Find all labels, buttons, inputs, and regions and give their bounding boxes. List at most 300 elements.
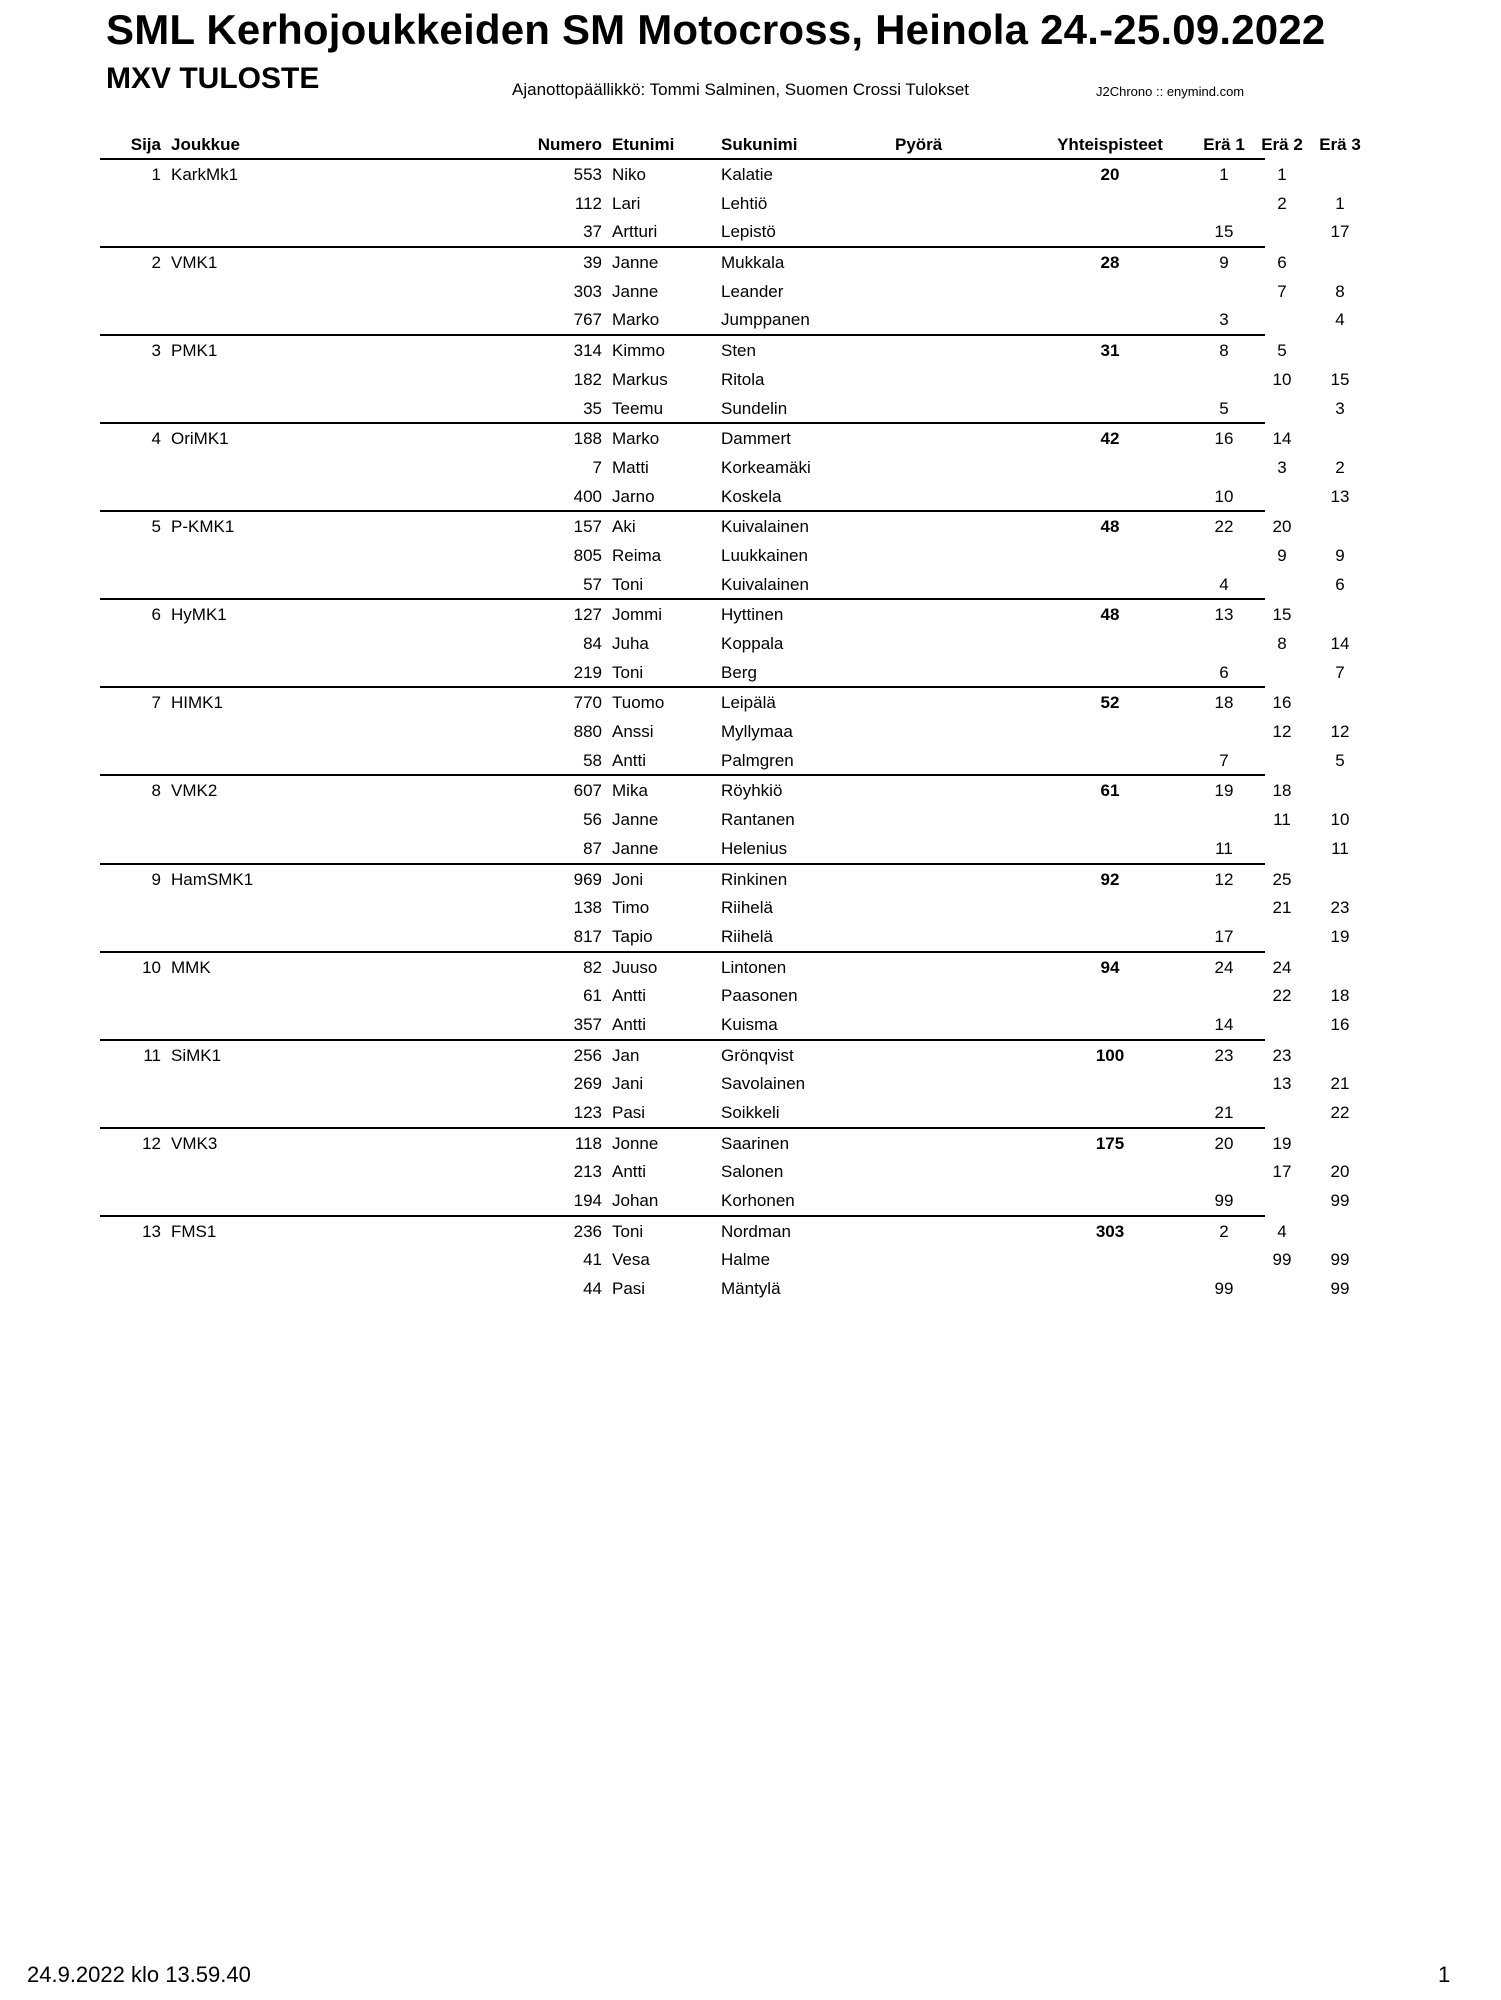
heat3-result: 99 (1330, 1191, 1350, 1211)
rider-first-name: Timo (612, 898, 650, 918)
table-row (100, 512, 1292, 541)
heat3-result: 99 (1330, 1250, 1350, 1270)
rider-last-name: Leander (721, 281, 784, 301)
rider-first-name: Vesa (612, 1250, 650, 1270)
header-etunimi: Etunimi (612, 135, 675, 154)
table-row (100, 834, 1349, 863)
heat3-result: 12 (1330, 722, 1350, 742)
rider-number: 817 (573, 926, 602, 946)
heat2-result: 11 (1273, 810, 1291, 830)
rider-number: 61 (583, 986, 602, 1006)
heat2-result: 24 (1272, 957, 1292, 977)
table-row (100, 541, 1345, 570)
heat1-result: 6 (1219, 662, 1229, 682)
heat2-result: 7 (1277, 281, 1287, 301)
table-row (100, 160, 1287, 189)
team-block (100, 1041, 1350, 1129)
heat2-result: 21 (1272, 898, 1292, 918)
team-block (100, 248, 1345, 336)
heat1-result: 15 (1214, 222, 1234, 242)
rider-first-name: Marko (612, 310, 660, 330)
team-name: VMK1 (171, 253, 218, 273)
heat1-result: 13 (1214, 605, 1234, 625)
rider-last-name: Halme (721, 1250, 771, 1270)
rider-number: 213 (573, 1162, 602, 1182)
rider-last-name: Kuisma (721, 1014, 778, 1034)
rider-first-name: Jonne (612, 1133, 659, 1153)
rider-number: 35 (583, 398, 602, 418)
rider-last-name: Korhonen (721, 1191, 795, 1211)
heat2-result: 13 (1272, 1074, 1292, 1094)
table-row (100, 688, 1292, 717)
rider-number: 82 (583, 957, 602, 977)
rider-first-name: Joni (612, 869, 644, 889)
heat3-result: 7 (1335, 662, 1345, 682)
heat1-result: 21 (1214, 1103, 1234, 1122)
rider-last-name: Helenius (721, 838, 788, 858)
table-row (100, 981, 1350, 1010)
team-name: OriMK1 (171, 429, 229, 449)
heat2-result: 25 (1272, 869, 1292, 889)
rider-first-name: Johan (612, 1191, 659, 1211)
rider-number: 56 (583, 810, 602, 830)
rider-number: 58 (583, 750, 602, 770)
team-points: 61 (1100, 781, 1120, 801)
heat2-result: 12 (1272, 722, 1292, 742)
rider-number: 118 (574, 1133, 602, 1153)
header-numero: Numero (537, 135, 602, 154)
rider-last-name: Sundelin (721, 398, 788, 418)
team-points: 28 (1100, 253, 1120, 273)
team-block (100, 512, 1345, 600)
rider-last-name: Kuivalainen (721, 517, 809, 537)
heat3-result: 14 (1330, 634, 1350, 653)
rider-last-name: Dammert (721, 429, 791, 449)
heat3-result: 19 (1330, 926, 1350, 946)
rider-last-name: Mukkala (721, 253, 785, 273)
rider-last-name: Paasonen (721, 986, 798, 1006)
team-name: FMS1 (171, 1221, 217, 1241)
heat2-result: 16 (1272, 693, 1292, 713)
heat2-result: 17 (1272, 1162, 1292, 1182)
table-row (100, 1217, 1287, 1246)
heat1-result: 10 (1214, 486, 1234, 506)
rider-last-name: Lehtiö (721, 193, 768, 213)
rank-cell: 8 (151, 781, 161, 801)
rider-first-name: Jani (612, 1074, 644, 1094)
rank-cell: 7 (151, 693, 161, 713)
rider-first-name: Matti (612, 457, 649, 477)
heat2-result: 8 (1277, 634, 1287, 653)
rider-last-name: Kuivalainen (721, 574, 809, 594)
rider-first-name: Aki (612, 517, 636, 537)
heat2-result: 5 (1277, 341, 1287, 361)
team-points: 92 (1100, 869, 1120, 889)
team-points: 48 (1100, 517, 1120, 537)
team-points: 303 (1095, 1221, 1125, 1241)
heat2-result: 22 (1272, 986, 1292, 1006)
rider-last-name: Berg (721, 662, 757, 682)
rider-number: 303 (573, 281, 602, 301)
team-block (100, 160, 1350, 248)
rider-last-name: Soikkeli (721, 1103, 780, 1122)
rider-last-name: Grönqvist (721, 1045, 794, 1065)
rank-cell: 11 (143, 1045, 161, 1065)
table-row (100, 189, 1345, 218)
table-row (100, 1157, 1350, 1186)
table-row (100, 717, 1350, 746)
rider-number: 256 (573, 1045, 602, 1065)
timekeeper-credit: Ajanottopäällikkö: Tommi Salminen, Suomen Crossi Tulokset (512, 80, 970, 99)
heat2-result: 4 (1277, 1221, 1287, 1241)
team-name: HyMK1 (171, 605, 227, 625)
page-subtitle: MXV TULOSTE (106, 62, 320, 95)
rider-last-name: Koppala (721, 634, 784, 653)
heat3-result: 99 (1330, 1279, 1350, 1299)
rider-number: 127 (573, 605, 602, 625)
heat2-result: 20 (1272, 517, 1292, 537)
rider-first-name: Toni (612, 574, 644, 594)
rider-first-name: Janne (612, 281, 659, 301)
rider-number: 400 (573, 486, 602, 506)
heat1-result: 11 (1215, 838, 1233, 858)
team-list (100, 160, 1350, 1303)
table-row (100, 865, 1292, 894)
heat3-result: 5 (1335, 750, 1345, 770)
rider-first-name: Toni (612, 1221, 644, 1241)
rider-first-name: Juha (612, 634, 649, 653)
heat2-result: 14 (1272, 429, 1292, 449)
team-points: 20 (1100, 165, 1120, 184)
heat3-result: 22 (1330, 1103, 1350, 1122)
heat2-result: 10 (1272, 369, 1292, 389)
heat1-result: 7 (1219, 750, 1229, 770)
rider-number: 969 (573, 869, 602, 889)
table-row (100, 277, 1345, 306)
team-block (100, 336, 1350, 424)
heat3-result: 13 (1330, 486, 1350, 506)
rider-number: 553 (573, 165, 602, 184)
heat2-result: 23 (1272, 1045, 1292, 1065)
rider-last-name: Lintonen (721, 957, 787, 977)
rider-last-name: Riihelä (721, 926, 773, 946)
rider-number: 236 (573, 1221, 602, 1241)
team-block (100, 953, 1350, 1041)
heat3-result: 10 (1330, 810, 1350, 830)
rider-last-name: Saarinen (721, 1133, 790, 1153)
rider-first-name: Lari (612, 193, 641, 213)
rider-first-name: Toni (612, 662, 644, 682)
rider-first-name: Jommi (612, 605, 663, 625)
rider-first-name: Marko (612, 429, 660, 449)
rider-first-name: Mika (612, 781, 648, 801)
heat1-result: 18 (1214, 693, 1234, 713)
heat3-result: 15 (1330, 369, 1350, 389)
rider-first-name: Pasi (612, 1279, 646, 1299)
rider-last-name: Koskela (721, 486, 782, 506)
table-header (100, 128, 1361, 160)
heat3-result: 11 (1331, 838, 1349, 858)
table-row (100, 893, 1350, 922)
team-block (100, 424, 1350, 512)
rank-cell: 9 (151, 869, 161, 889)
team-block (100, 688, 1350, 776)
heat3-result: 18 (1330, 986, 1350, 1006)
heat2-result: 19 (1272, 1133, 1292, 1153)
table-row (100, 953, 1292, 982)
rider-number: 269 (573, 1074, 602, 1094)
heat3-result: 4 (1335, 310, 1345, 330)
header-sija: Sija (130, 135, 161, 154)
rider-last-name: Sten (721, 341, 756, 361)
rank-cell: 4 (151, 429, 161, 449)
rider-number: 138 (573, 898, 602, 918)
rider-first-name: Teemu (612, 398, 664, 418)
rider-first-name: Janne (612, 253, 659, 273)
table-row (100, 629, 1350, 658)
rider-first-name: Anssi (612, 722, 654, 742)
rider-first-name: Antti (612, 1014, 647, 1034)
rider-last-name: Salonen (721, 1162, 784, 1182)
team-block (100, 1129, 1350, 1217)
software-credit: J2Chrono :: enymind.com (1096, 84, 1245, 99)
heat3-result: 1 (1335, 193, 1345, 213)
heat1-result: 5 (1219, 398, 1229, 418)
heat1-result: 2 (1219, 1221, 1229, 1241)
rider-number: 39 (583, 253, 602, 273)
rider-last-name: Korkeamäki (721, 457, 811, 477)
rider-last-name: Hyttinen (721, 605, 784, 625)
team-name: HamSMK1 (171, 869, 254, 889)
rider-last-name: Kalatie (721, 165, 773, 184)
heat2-result: 3 (1277, 457, 1287, 477)
rider-number: 182 (573, 369, 602, 389)
rider-number: 157 (573, 517, 602, 537)
rider-number: 314 (573, 341, 602, 361)
heat2-result: 99 (1272, 1250, 1292, 1270)
table-row (100, 776, 1292, 805)
rider-first-name: Reima (612, 545, 662, 565)
rider-last-name: Leipälä (721, 693, 776, 713)
table-row (100, 424, 1292, 453)
team-name: P-KMK1 (171, 517, 235, 537)
rider-number: 87 (583, 838, 602, 858)
team-points: 52 (1100, 693, 1120, 713)
rider-first-name: Pasi (612, 1103, 646, 1122)
rider-number: 37 (583, 222, 602, 242)
table-row (100, 394, 1345, 423)
rider-number: 770 (573, 693, 602, 713)
table-row (100, 217, 1350, 246)
heat1-result: 17 (1214, 926, 1234, 946)
rider-number: 112 (574, 193, 602, 213)
header-era3: Erä 3 (1319, 135, 1361, 154)
rider-number: 57 (583, 574, 602, 594)
rider-first-name: Tuomo (612, 693, 665, 713)
rider-first-name: Artturi (612, 222, 658, 242)
print-timestamp: 24.9.2022 klo 13.59.40 (27, 1962, 251, 1987)
team-name: MMK (171, 957, 211, 977)
heat3-result: 8 (1335, 281, 1345, 301)
rider-last-name: Savolainen (721, 1074, 806, 1094)
heat2-result: 18 (1272, 781, 1292, 801)
header-yhteispisteet: Yhteispisteet (1057, 135, 1163, 154)
heat1-result: 20 (1214, 1133, 1234, 1153)
rider-last-name: Röyhkiö (721, 781, 783, 801)
heat1-result: 16 (1214, 429, 1234, 449)
table-row (100, 1069, 1350, 1098)
heat3-result: 16 (1330, 1014, 1350, 1034)
heat1-result: 8 (1219, 341, 1229, 361)
heat3-result: 3 (1335, 398, 1345, 418)
team-name: VMK3 (171, 1133, 218, 1153)
page-number: 1 (1438, 1962, 1451, 1987)
rank-cell: 12 (142, 1133, 161, 1153)
team-points: 31 (1100, 341, 1120, 361)
rider-last-name: Riihelä (721, 898, 773, 918)
table-row (100, 922, 1350, 951)
team-points: 175 (1095, 1133, 1125, 1153)
rider-first-name: Juuso (612, 957, 658, 977)
team-block (100, 600, 1350, 688)
rider-first-name: Niko (612, 165, 647, 184)
heat1-result: 1 (1219, 165, 1229, 184)
rank-cell: 2 (151, 253, 161, 273)
heat2-result: 15 (1272, 605, 1292, 625)
rider-first-name: Markus (612, 369, 668, 389)
table-row (100, 1245, 1350, 1274)
rider-number: 219 (573, 662, 602, 682)
rider-last-name: Jumppanen (721, 310, 810, 330)
rider-number: 188 (573, 429, 602, 449)
header-era2: Erä 2 (1261, 135, 1303, 154)
rider-first-name: Antti (612, 986, 647, 1006)
heat2-result: 9 (1277, 545, 1287, 565)
team-points: 94 (1100, 957, 1120, 977)
heat1-result: 99 (1214, 1191, 1234, 1211)
rider-last-name: Palmgren (721, 750, 794, 770)
heat1-result: 22 (1214, 517, 1234, 537)
heat3-result: 6 (1335, 574, 1345, 594)
team-name: VMK2 (171, 781, 218, 801)
table-row (100, 1274, 1350, 1303)
rider-first-name: Antti (612, 750, 647, 770)
rider-first-name: Tapio (612, 926, 653, 946)
rider-last-name: Lepistö (721, 222, 776, 242)
table-row (100, 336, 1287, 365)
rider-number: 880 (573, 722, 602, 742)
rank-cell: 1 (151, 165, 161, 184)
heat1-result: 19 (1214, 781, 1234, 801)
table-row (100, 482, 1350, 511)
heat3-result: 17 (1330, 222, 1350, 242)
header-sukunimi: Sukunimi (721, 135, 798, 154)
rider-first-name: Antti (612, 1162, 647, 1182)
rider-number: 767 (573, 310, 602, 330)
rider-first-name: Kimmo (612, 341, 665, 361)
table-row (100, 1186, 1350, 1215)
heat1-result: 99 (1214, 1279, 1234, 1299)
heat2-result: 6 (1277, 253, 1287, 273)
rider-number: 805 (573, 545, 602, 565)
table-row (100, 1041, 1292, 1070)
team-points: 100 (1095, 1045, 1125, 1065)
heat3-result: 21 (1330, 1074, 1350, 1094)
heat2-result: 1 (1277, 165, 1287, 184)
rider-number: 123 (573, 1103, 602, 1122)
heat1-result: 24 (1214, 957, 1234, 977)
rider-first-name: Janne (612, 810, 659, 830)
table-row (100, 805, 1350, 834)
header-era1: Erä 1 (1203, 135, 1245, 154)
heat3-result: 2 (1335, 457, 1345, 477)
rider-number: 44 (583, 1279, 602, 1299)
heat3-result: 20 (1330, 1162, 1350, 1182)
heat1-result: 23 (1214, 1045, 1234, 1065)
rank-cell: 13 (142, 1221, 161, 1241)
rank-cell: 3 (151, 341, 161, 361)
table-row (100, 305, 1345, 334)
team-name: PMK1 (171, 341, 218, 361)
rider-number: 607 (573, 781, 602, 801)
rank-cell: 10 (142, 957, 161, 977)
team-name: KarkMk1 (171, 165, 239, 184)
rank-cell: 6 (151, 605, 161, 625)
rider-last-name: Mäntylä (721, 1279, 781, 1299)
heat1-result: 4 (1219, 574, 1229, 594)
team-points: 42 (1100, 429, 1120, 449)
table-row (100, 1098, 1350, 1127)
table-row (100, 658, 1345, 687)
rider-first-name: Jan (612, 1045, 640, 1065)
team-block (100, 776, 1350, 864)
heat3-result: 9 (1335, 545, 1345, 565)
heat2-result: 2 (1277, 193, 1287, 213)
heat3-result: 23 (1330, 898, 1350, 918)
table-row (100, 453, 1345, 482)
team-name: HIMK1 (171, 693, 223, 713)
rider-last-name: Nordman (721, 1221, 791, 1241)
header-pyora: Pyörä (895, 135, 943, 154)
rider-number: 7 (592, 457, 602, 477)
heat1-result: 3 (1219, 310, 1229, 330)
rider-last-name: Myllymaa (721, 722, 793, 742)
team-block (100, 1217, 1350, 1303)
table-row (100, 746, 1345, 775)
table-row (100, 1010, 1350, 1039)
table-row (100, 1129, 1292, 1158)
rider-last-name: Luukkainen (721, 545, 808, 565)
table-row (100, 248, 1287, 277)
rank-cell: 5 (151, 517, 161, 537)
team-block (100, 865, 1350, 953)
rider-last-name: Rantanen (721, 810, 795, 830)
rider-first-name: Jarno (612, 486, 655, 506)
rider-number: 357 (573, 1014, 602, 1034)
table-row (100, 570, 1345, 599)
table-row (100, 600, 1292, 629)
rider-first-name: Janne (612, 838, 659, 858)
heat1-result: 12 (1214, 869, 1234, 889)
rider-number: 41 (583, 1250, 602, 1270)
heat1-result: 14 (1214, 1014, 1234, 1034)
header-joukkue: Joukkue (171, 135, 240, 154)
rider-number: 194 (573, 1191, 602, 1211)
page-title: SML Kerhojoukkeiden SM Motocross, Heinola 24.-25.09.2022 (106, 6, 1326, 53)
results-table (100, 128, 1361, 1303)
team-name: SiMK1 (171, 1045, 222, 1065)
team-points: 48 (1100, 605, 1120, 625)
